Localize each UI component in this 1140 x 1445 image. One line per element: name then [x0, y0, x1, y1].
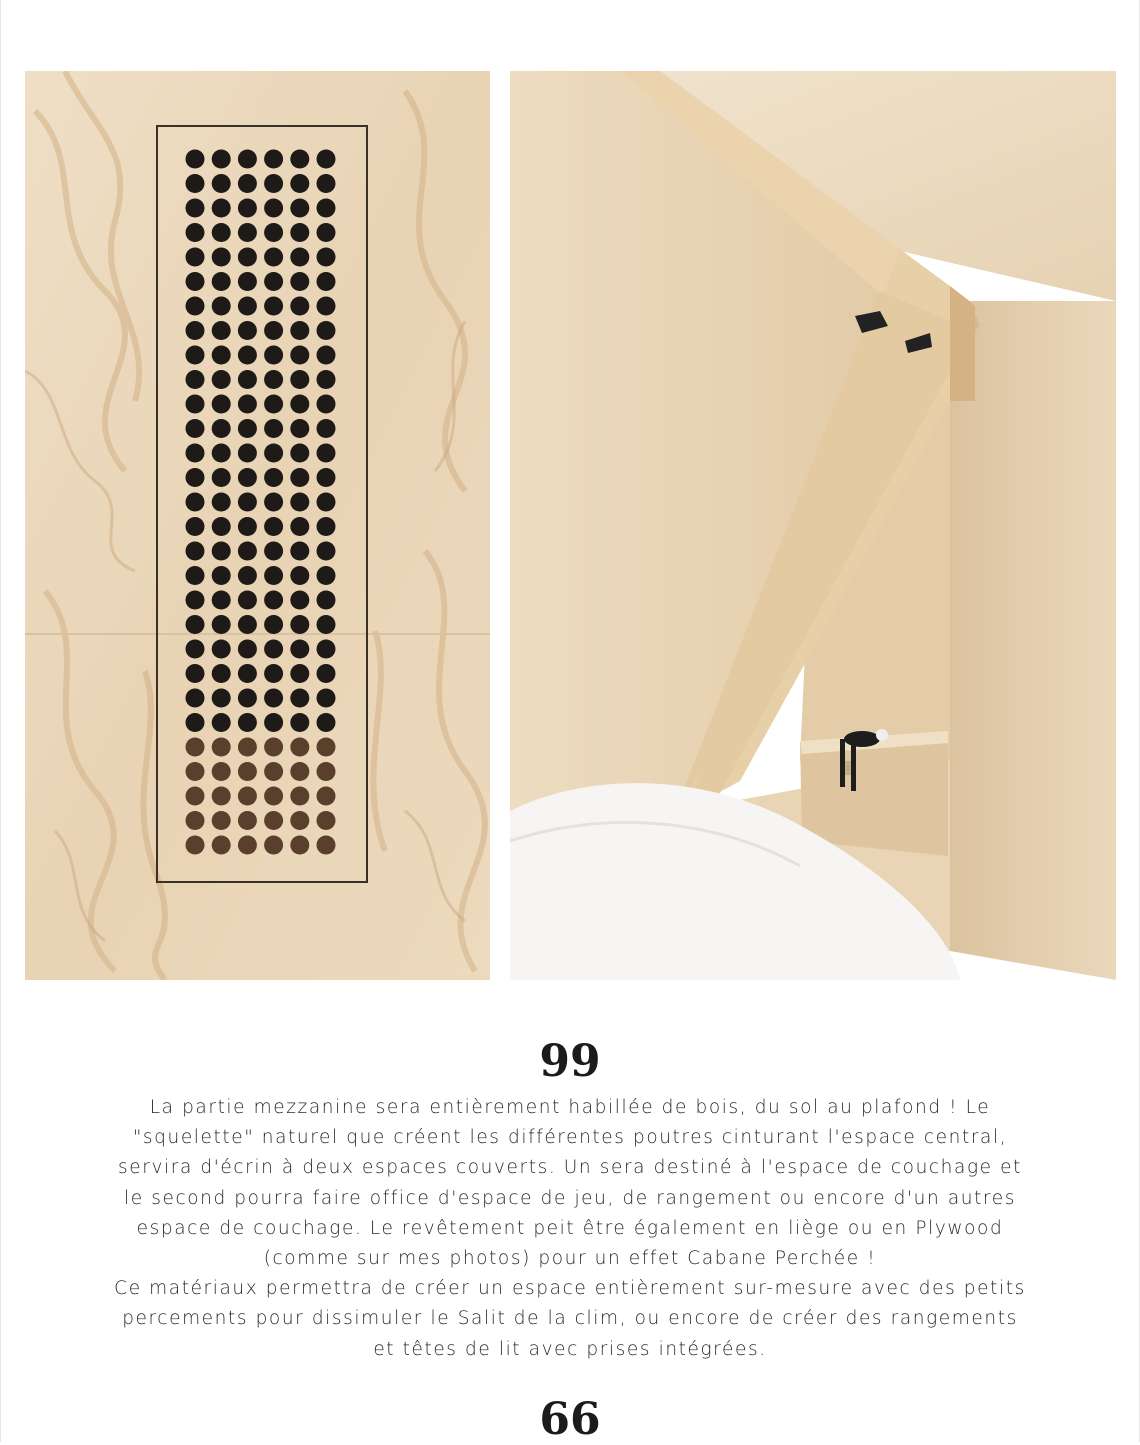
vent-hole [238, 297, 257, 316]
vent-hole [212, 738, 231, 757]
vent-hole [317, 738, 336, 757]
vent-hole [212, 591, 231, 610]
vent-hole [317, 689, 336, 708]
vent-hole [290, 738, 309, 757]
vent-hole [212, 664, 231, 683]
vent-hole [212, 762, 231, 781]
vent-hole [186, 591, 205, 610]
vent-hole [238, 615, 257, 634]
vent-hole [317, 787, 336, 806]
vent-hole [186, 248, 205, 267]
vent-hole [290, 150, 309, 169]
vent-hole [264, 591, 283, 610]
vent-hole [317, 762, 336, 781]
vent-hole [290, 836, 309, 855]
vent-hole [317, 223, 336, 242]
vent-hole [238, 493, 257, 512]
vent-hole [238, 199, 257, 218]
vent-hole [290, 321, 309, 340]
vent-hole [317, 248, 336, 267]
vent-hole [238, 689, 257, 708]
vent-hole [264, 542, 283, 561]
mezzanine-photo-graphic [510, 71, 1116, 980]
vent-hole [212, 370, 231, 389]
vent-hole [212, 689, 231, 708]
vent-hole [264, 615, 283, 634]
vent-hole [212, 493, 231, 512]
plywood-perforated-vent-photo [25, 71, 490, 980]
vent-hole [212, 346, 231, 365]
vent-hole [186, 493, 205, 512]
opening-quote-mark: 66 [539, 1394, 601, 1445]
vent-hole [264, 370, 283, 389]
vent-hole [212, 787, 231, 806]
vent-hole [238, 346, 257, 365]
vent-hole [317, 664, 336, 683]
vent-hole [212, 297, 231, 316]
vent-hole [317, 395, 336, 414]
vent-hole [290, 689, 309, 708]
vent-hole [212, 444, 231, 463]
vent-hole [238, 787, 257, 806]
vent-hole [238, 664, 257, 683]
vent-hole [238, 762, 257, 781]
vent-hole [317, 836, 336, 855]
vent-hole [238, 566, 257, 585]
vent-hole [264, 395, 283, 414]
vent-hole [186, 713, 205, 732]
vent-hole [212, 150, 231, 169]
vent-hole [290, 272, 309, 291]
vent-hole [238, 542, 257, 561]
vent-hole [238, 321, 257, 340]
vent-hole [317, 468, 336, 487]
vent-hole [186, 444, 205, 463]
vent-hole [264, 517, 283, 536]
vent-hole [290, 444, 309, 463]
vent-hole [264, 444, 283, 463]
vent-hole [212, 615, 231, 634]
vent-hole [264, 199, 283, 218]
vent-hole [186, 370, 205, 389]
vent-hole [212, 836, 231, 855]
vent-hole [317, 444, 336, 463]
vent-hole [317, 713, 336, 732]
vent-hole [212, 174, 231, 193]
vent-hole [238, 223, 257, 242]
vent-hole [212, 517, 231, 536]
vent-hole [290, 640, 309, 659]
vent-hole [264, 174, 283, 193]
vent-hole [212, 248, 231, 267]
vent-hole [238, 395, 257, 414]
plywood-mezzanine-beam-photo [510, 71, 1116, 980]
vent-hole [290, 248, 309, 267]
vent-hole [186, 640, 205, 659]
vent-hole [317, 150, 336, 169]
vent-hole [290, 199, 309, 218]
vent-hole [264, 566, 283, 585]
vent-hole [186, 223, 205, 242]
vent-hole [186, 150, 205, 169]
vent-hole [264, 321, 283, 340]
vent-hole [186, 517, 205, 536]
vent-hole [290, 542, 309, 561]
vent-hole [186, 468, 205, 487]
page-border-left [0, 0, 1, 1442]
vent-hole [238, 640, 257, 659]
vent-hole [238, 272, 257, 291]
vent-hole [264, 787, 283, 806]
vent-hole [264, 248, 283, 267]
vent-hole [290, 468, 309, 487]
vent-hole [290, 615, 309, 634]
vent-hole [290, 223, 309, 242]
vent-hole [264, 150, 283, 169]
vent-hole [212, 321, 231, 340]
vent-hole [317, 591, 336, 610]
vent-hole [238, 150, 257, 169]
vent-hole [238, 444, 257, 463]
vent-hole [264, 419, 283, 438]
vent-hole [238, 370, 257, 389]
vent-hole [290, 517, 309, 536]
vent-hole [212, 542, 231, 561]
vent-hole [317, 615, 336, 634]
vent-hole [317, 493, 336, 512]
closing-quote-mark: 99 [539, 1036, 601, 1087]
vent-hole [238, 468, 257, 487]
vent-hole [212, 223, 231, 242]
vent-hole [186, 811, 205, 830]
vent-hole [212, 395, 231, 414]
vent-hole [212, 419, 231, 438]
vent-hole [264, 811, 283, 830]
vent-hole [317, 199, 336, 218]
vent-hole [186, 787, 205, 806]
vent-hole [186, 689, 205, 708]
vent-hole [317, 321, 336, 340]
vent-hole [290, 419, 309, 438]
vent-hole [264, 493, 283, 512]
vent-hole [186, 738, 205, 757]
vent-hole [238, 591, 257, 610]
vent-hole [186, 419, 205, 438]
vent-hole [264, 640, 283, 659]
vent-hole [317, 297, 336, 316]
vent-hole [317, 174, 336, 193]
quote-text [110, 1093, 1030, 1365]
vent-hole [186, 615, 205, 634]
vent-hole [238, 713, 257, 732]
vent-hole [212, 566, 231, 585]
vent-hole [264, 664, 283, 683]
vent-hole [290, 174, 309, 193]
vent-hole [317, 542, 336, 561]
vent-hole [186, 395, 205, 414]
vent-hole [264, 689, 283, 708]
vent-hole [317, 346, 336, 365]
vent-hole [317, 370, 336, 389]
vent-hole [238, 174, 257, 193]
vent-hole [317, 517, 336, 536]
vent-hole [186, 762, 205, 781]
vent-hole [186, 199, 205, 218]
vent-hole [290, 493, 309, 512]
quote-paragraph-2: Ce matériaux permettra de créer un espace entièrement sur-mesure avec des petits percements pour dissimuler le Salit de la clim, ou encore de créer des rangements et têtes de lit avec prises intégrées. [114, 1278, 1026, 1360]
vent-hole [212, 640, 231, 659]
vent-hole [317, 640, 336, 659]
vent-hole [212, 713, 231, 732]
vent-hole [317, 419, 336, 438]
vent-hole [212, 811, 231, 830]
vent-hole [290, 591, 309, 610]
vent-hole [317, 566, 336, 585]
vent-hole [264, 836, 283, 855]
vent-hole [238, 419, 257, 438]
vent-hole [186, 542, 205, 561]
vent-hole [264, 272, 283, 291]
vent-hole [186, 272, 205, 291]
vent-hole [186, 346, 205, 365]
vent-hole [290, 713, 309, 732]
vent-hole [186, 321, 205, 340]
vent-hole [290, 297, 309, 316]
vent-hole [290, 811, 309, 830]
vent-hole [186, 836, 205, 855]
vent-hole [290, 395, 309, 414]
vent-hole [264, 346, 283, 365]
vent-hole [212, 468, 231, 487]
vent-hole [290, 566, 309, 585]
vent-hole [264, 738, 283, 757]
vent-hole [238, 248, 257, 267]
vent-hole [186, 566, 205, 585]
vent-hole [290, 762, 309, 781]
vent-hole [186, 174, 205, 193]
vent-hole [317, 811, 336, 830]
vent-hole [238, 811, 257, 830]
vent-hole [238, 738, 257, 757]
vent-hole [290, 346, 309, 365]
vent-hole [264, 762, 283, 781]
vent-hole [186, 297, 205, 316]
vent-photo-graphic [25, 71, 490, 980]
vent-hole [264, 297, 283, 316]
vent-hole [290, 370, 309, 389]
vent-hole [186, 664, 205, 683]
vent-hole [238, 836, 257, 855]
vent-hole [264, 713, 283, 732]
vent-hole [264, 468, 283, 487]
vent-hole [212, 199, 231, 218]
vent-hole [264, 223, 283, 242]
vent-hole [212, 272, 231, 291]
vent-hole [317, 272, 336, 291]
vent-hole [238, 517, 257, 536]
vent-hole [290, 664, 309, 683]
vent-hole [290, 787, 309, 806]
quote-paragraph-1: La partie mezzanine sera entièrement habillée de bois, du sol au plafond ! Le "squelette" naturel que créent les différentes poutres cinturant l'espace central, servira d'écrin à deux espaces couverts. Un sera destiné à l'espace de couchage et le second pourra faire office d'espace de jeu, de rangement ou encore d'un autres espace de couchage. Le revêtement peit être également en liège ou en Plywood (comme sur mes photos) pour un effet Cabane Perchée ! [118, 1097, 1022, 1270]
